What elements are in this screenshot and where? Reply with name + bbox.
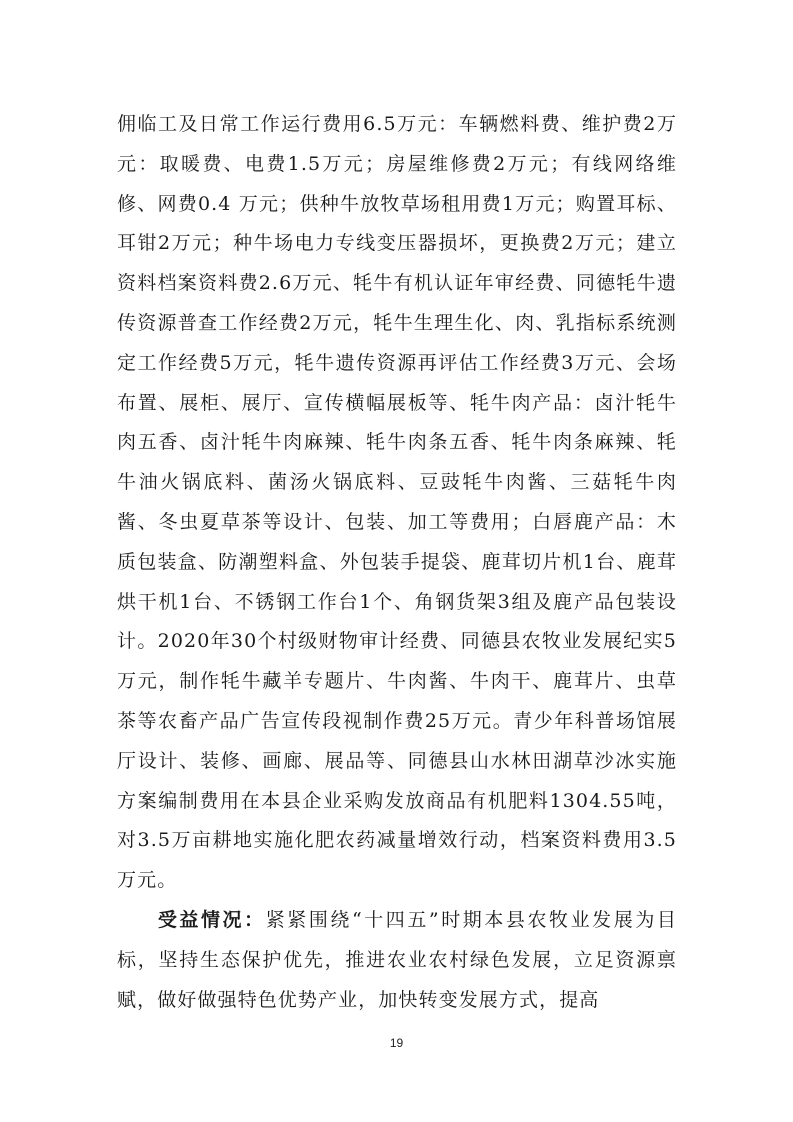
paragraph-benefits <box>117 901 677 1020</box>
benefits-heading: 受益情况： <box>157 908 266 931</box>
benefits-text: 紧紧围绕“十四五”时期本县农牧业发展为目标，坚持生态保护优先，推进农业农村绿色发展，立足资源禀赋，做好做强特色优势产业，加快转变发展方式，提高 <box>117 908 677 1011</box>
page-number: 19 <box>389 1036 404 1050</box>
body-text <box>117 105 677 1020</box>
paragraph-expenses: 佣临工及日常工作运行费用6.5万元：车辆燃料费、维护费2万元：取暖费、电费1.5万元；房屋维修费2万元；有线网络维修、网费0.4 万元；供种牛放牧草场租用费1万元；购置耳标、耳钳2万元；种牛场电力专线变压器损坏，更换费2万元；建立资料档案资料费2.6万元、牦牛有机认证年审经费、同德牦牛遗传资源普查工作经费2万元，牦牛生理生化、肉、乳指标系统测定工作经费5万元，牦牛遗传资源再评估工作经费3万元、会场布置、展柜、展厅、宣传横幅展板等、牦牛肉产品：卤汁牦牛肉五香、卤汁牦牛肉麻辣、牦牛肉条五香、牦牛肉条麻辣、牦牛油火锅底料、菌汤火锅底料、豆豉牦牛肉酱、三菇牦牛肉酱、冬虫夏草茶等设计、包装、加工等费用；白唇鹿产品：木质包装盒、防潮塑料盒、外包装手提袋、鹿茸切片机1台、鹿茸烘干机1台、不锈钢工作台1个、角钢货架3组及鹿产品包装设计。2020年30个村级财物审计经费、同德县农牧业发展纪实5万元，制作牦牛藏羊专题片、牛肉酱、牛肉干、鹿茸片、虫草茶等农畜产品广告宣传段视制作费25万元。青少年科普场馆展厅设计、装修、画廊、展品等、同德县山水林田湖草沙冰实施方案编制费用在本县企业采购发放商品有机肥料1304.55吨，对3.5万亩耕地实施化肥农药减量增效行动，档案资料费用3.5万元。 <box>117 113 677 892</box>
